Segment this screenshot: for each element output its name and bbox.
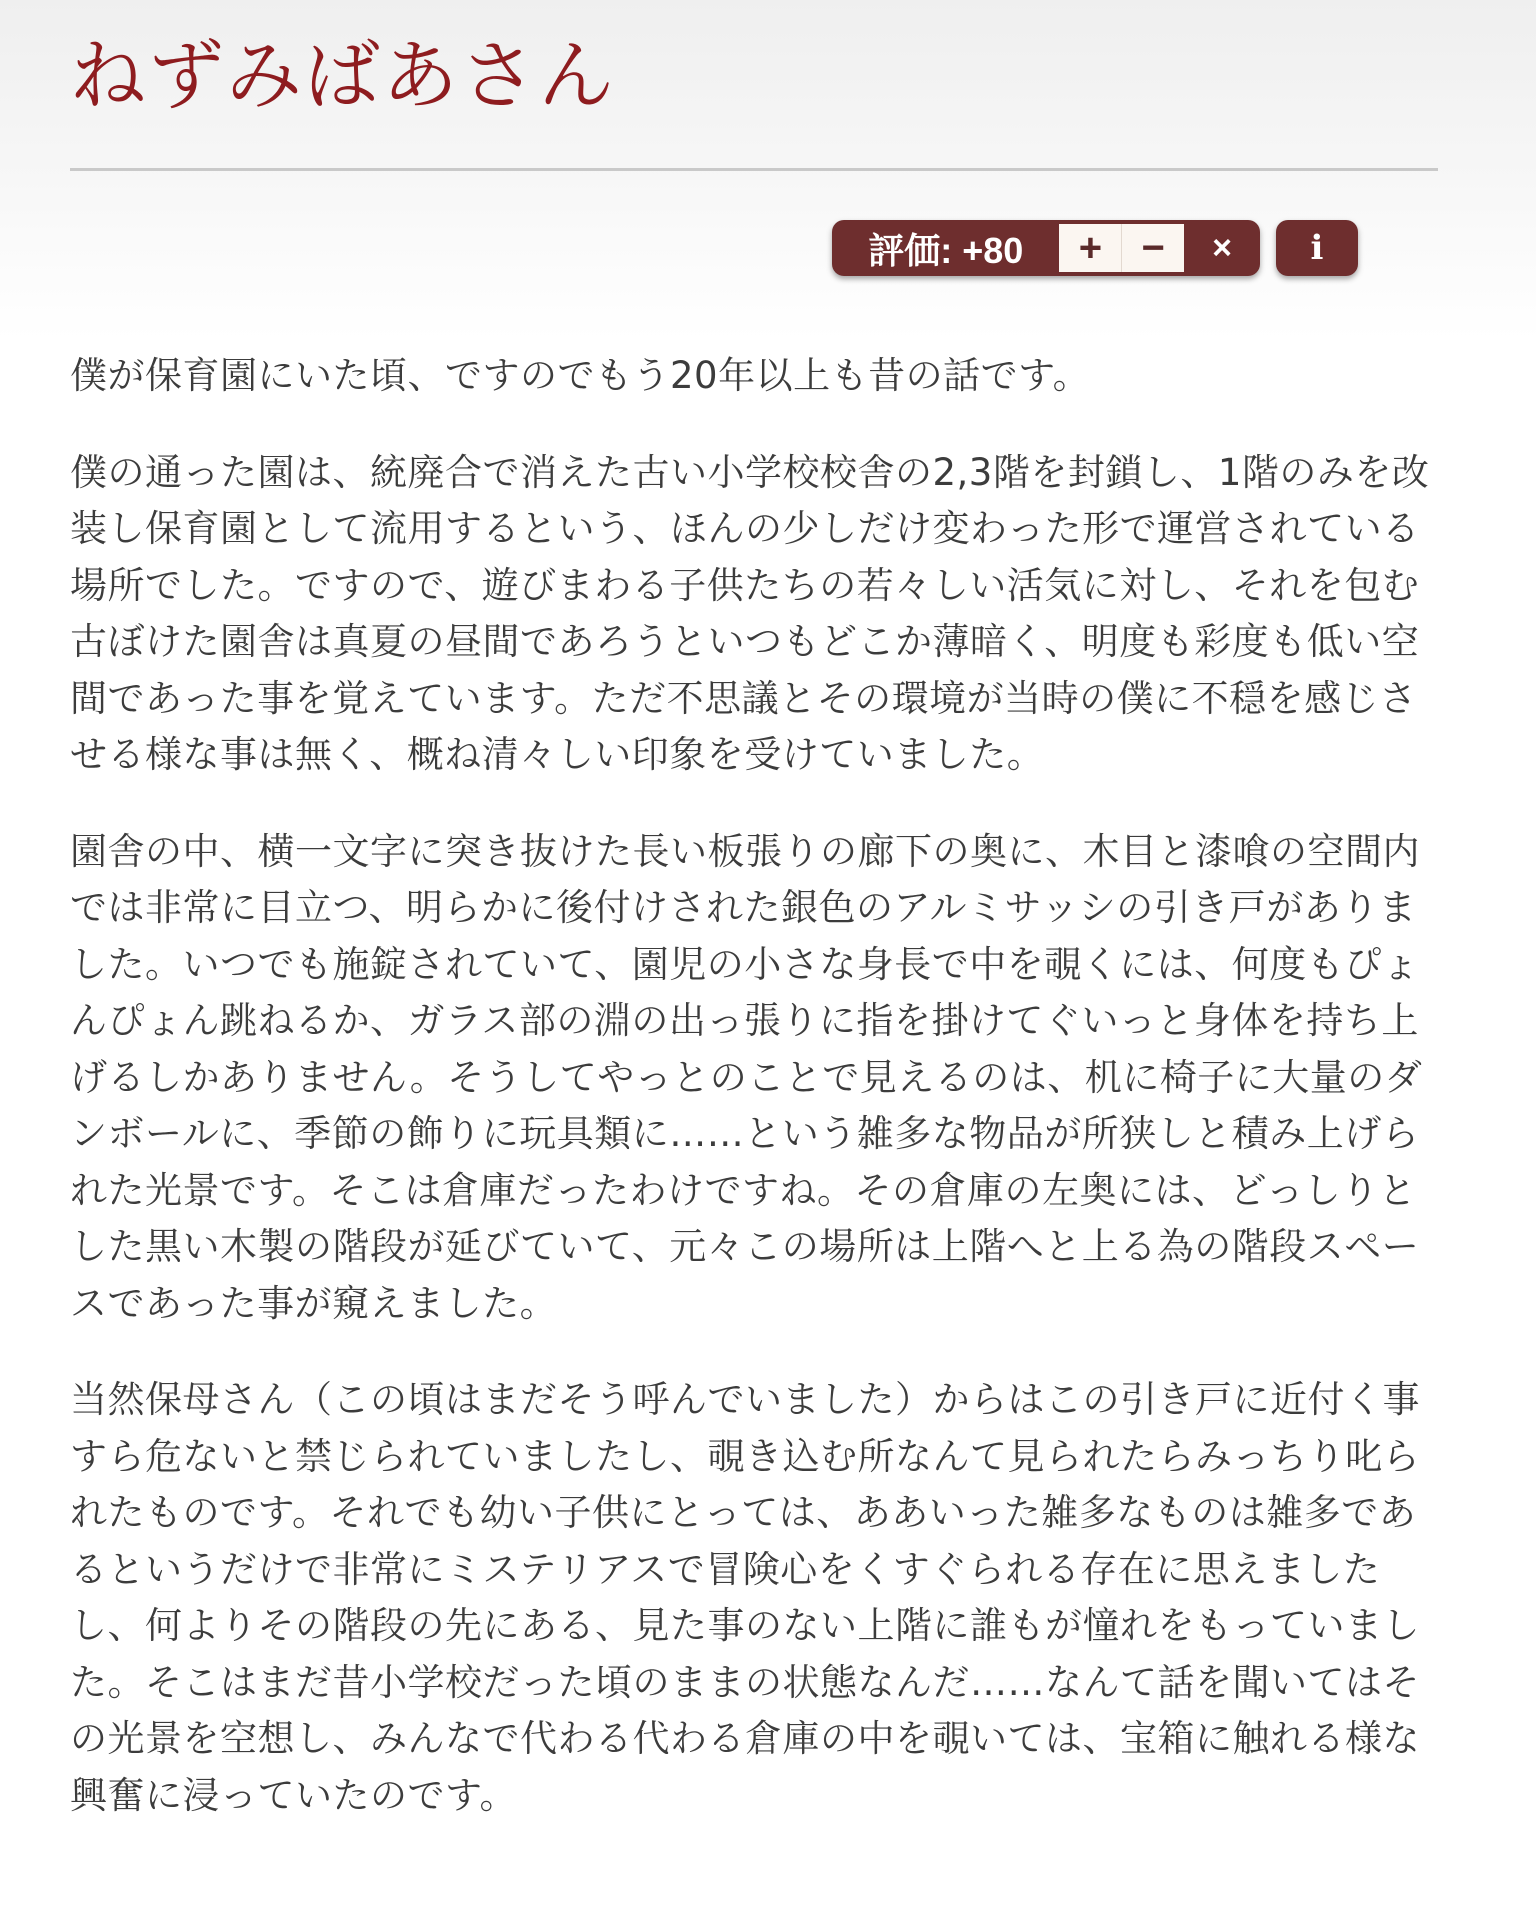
paragraph: 僕が保育園にいた頃、ですのでもう20年以上も昔の話です。: [70, 354, 1091, 397]
article-body: [70, 348, 1442, 1864]
rate-up-button[interactable]: +: [1059, 224, 1122, 272]
paragraph: 当然保母さん（この頃はまだそう呼んでいました）からはこの引き戸に近付く事すら危ないと禁じられていましたし、覗き込む所なんて見られたらみっちり叱られたものです。それでも幼い子供にとっては、ああいった雑多なものは雑多であるというだけで非常にミステリアスで冒険心をくすぐられる存在に思えましたし、何よりその階段の先にある、見た事のない上階に誰もが憧れをもっていました。そこはまだ昔小学校だった頃のままの状態なんだ……なんて話を聞いてはその光景を空想し、みんなで代わる代わる倉庫の中を覗いては、宝箱に触れる様な興奮に浸っていたのです。: [70, 1378, 1420, 1817]
rating-module: [832, 220, 1260, 276]
info-button[interactable]: [1276, 220, 1358, 276]
rate-down-button[interactable]: −: [1122, 224, 1184, 272]
paragraph: 僕の通った園は、統廃合で消えた古い小学校校舎の2,3階を封鎖し、1階のみを改装し保育園として流用するという、ほんの少しだけ変わった形で運営されている場所でした。ですので、遊びまわる子供たちの若々しい活気に対し、それを包む古ぼけた園舎は真夏の昼間であろうといつもどこか薄暗く、明度も彩度も低い空間であった事を覚えています。ただ不思議とその環境が当時の僕に不穏を感じさせる様な事は無く、概ね清々しい印象を受けていました。: [70, 450, 1430, 776]
info-icon: i: [1310, 228, 1324, 268]
cancel-vote-button[interactable]: ×: [1212, 228, 1233, 267]
title-divider: [70, 168, 1438, 171]
paragraph: 園舎の中、横一文字に突き抜けた長い板張りの廊下の奥に、木目と漆喰の空間内では非常に目立つ、明らかに後付けされた銀色のアルミサッシの引き戸がありました。いつでも施錠されていて、園児の小さな身長で中を覗くには、何度もぴょんぴょん跳ねるか、ガラス部の淵の出っ張りに指を掛けてぐいっと身体を持ち上げるしかありません。そうしてやっとのことで見えるのは、机に椅子に大量のダンボールに、季節の飾りに玩具類に……という雑多な物品が所狭しと積み上げられた光景です。そこは倉庫だったわけですね。その倉庫の左奥には、どっしりとした黒い木製の階段が延びていて、元々この場所は上階へと上る為の階段スペースであった事が窺えました。: [70, 829, 1423, 1325]
rating-score: 評価: +80: [868, 229, 1024, 271]
page-title: ねずみばあさん: [70, 31, 616, 120]
